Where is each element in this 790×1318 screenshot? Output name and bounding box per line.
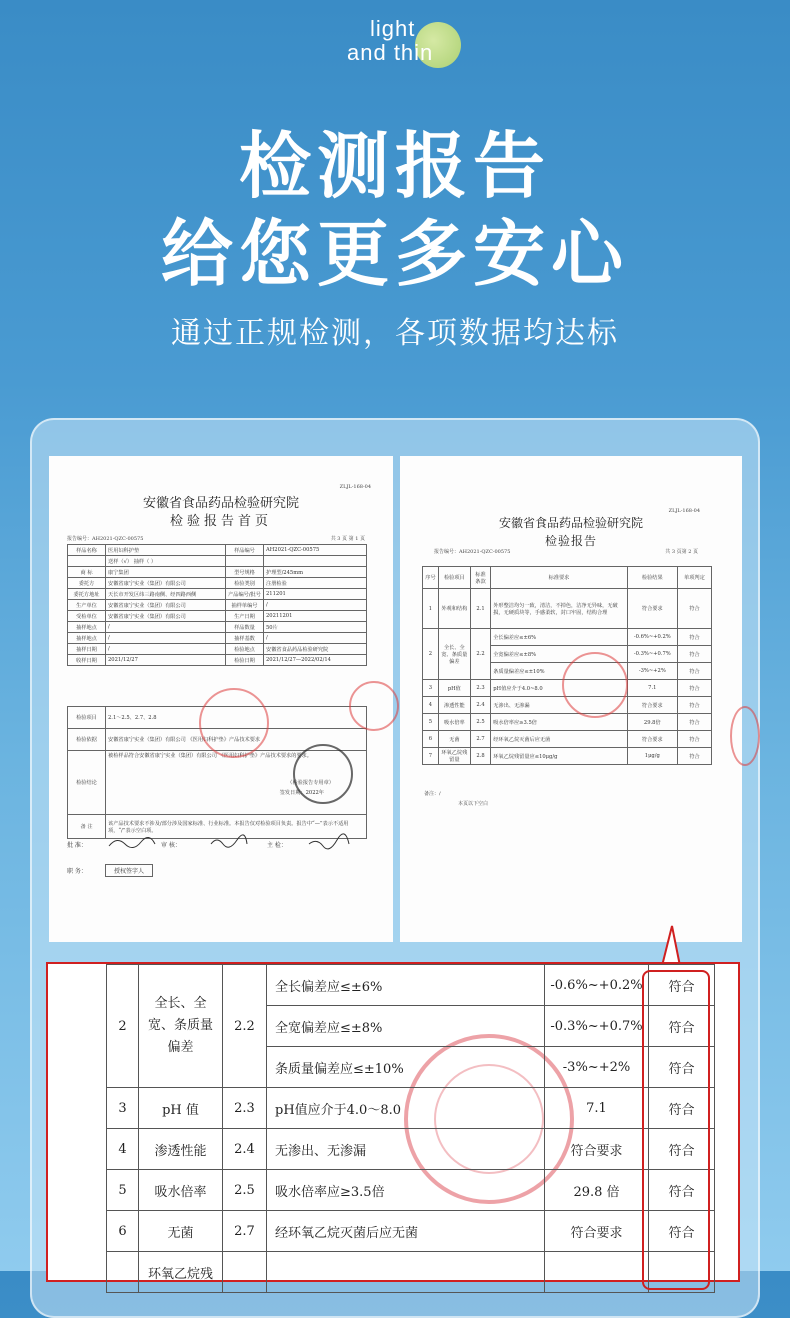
main-label: 主 检： (267, 842, 287, 849)
judgement: 符合 (649, 1047, 715, 1088)
clause: 2.3 (470, 680, 490, 697)
row-number: 4 (423, 697, 439, 714)
table-row (423, 629, 712, 646)
table-row (107, 1170, 715, 1211)
requirement: 条质量偏差应≤±10% (491, 663, 628, 680)
field-label: 抽样地点 (68, 633, 106, 644)
field-label: 样品编号 (226, 545, 264, 556)
test-item: pH值 (438, 680, 470, 697)
doc-title: 安徽省食品药品检验研究院 (142, 496, 299, 511)
result: 符合要求 (545, 1129, 649, 1170)
duty-value: 授权签字人 (105, 864, 153, 877)
requirement: 无渗出、无渗漏 (267, 1129, 545, 1170)
brand-logo (345, 10, 475, 70)
field-value: 2021/12/27 (106, 655, 226, 666)
judgement: 符合 (649, 1129, 715, 1170)
judgement: 符合 (677, 663, 711, 680)
clause: 2.7 (470, 731, 490, 748)
requirement: 全长偏差应≤±6% (491, 629, 628, 646)
callout-pointer-icon (660, 922, 682, 966)
result: -0.3%~+0.7% (545, 1006, 649, 1047)
requirement: 全长偏差应≤±6% (267, 965, 545, 1006)
field-value: 安徽省康宁实业（集团）有限公司 (106, 611, 226, 622)
result: -0.6%~+0.2% (545, 965, 649, 1006)
field-label: 抽样日期 (68, 644, 106, 655)
field-label: 样品数量 (226, 622, 264, 633)
requirement: 全宽偏差应≤±8% (491, 646, 628, 663)
table-row (68, 633, 367, 644)
note-label: 备 注 (68, 815, 106, 839)
page-number: 共 3 页第 2 页 (665, 549, 698, 555)
judgement: 符合 (649, 1170, 715, 1211)
column-header: 标准条款 (470, 567, 490, 589)
table-row (68, 589, 367, 600)
judgement: 符合 (677, 748, 711, 765)
conclusion-value: 被检样品符合安徽省康宁实业（集团）有限公司 《医用妇科护垫》产品技术要求的要求。 (108, 753, 312, 759)
requirement: pH值应介于4.0～8.0 (267, 1088, 545, 1129)
table-row (423, 731, 712, 748)
report-number: 报告编号：AH2021-QZC-00575 (67, 536, 144, 542)
judgement: 符合 (649, 965, 715, 1006)
zoomed-results (46, 962, 740, 1282)
result: 符合要求 (627, 697, 677, 714)
approve-signature-icon (107, 834, 157, 850)
clause: 2.4 (470, 697, 490, 714)
clause: 2.8 (470, 748, 490, 765)
table-row (68, 600, 367, 611)
table-row (68, 545, 367, 556)
judgement: 符合 (677, 589, 711, 629)
table-row (68, 655, 367, 666)
result: 1μg/g (627, 748, 677, 765)
red-seal-icon (199, 688, 269, 758)
field-value: 安徽省康宁实业（集团）有限公司 (106, 578, 226, 589)
requirement: 经环氧乙烷灭菌后应无菌 (267, 1211, 545, 1252)
judgement: 符合 (677, 629, 711, 646)
field-label: 型号规格 (226, 567, 264, 578)
clause: 2.5 (223, 1170, 267, 1211)
doc-subtitle: 检验报告首页 (169, 514, 272, 529)
doc-title: 安徽省食品药品检验研究院 (498, 516, 643, 530)
field-label: 抽样基数 (226, 633, 264, 644)
field-label: 委托方地址 (68, 589, 106, 600)
sign-date: 签发日期：2022年 (279, 790, 324, 796)
row-number: 5 (423, 714, 439, 731)
report-cover-page (49, 456, 393, 942)
field-label: 收样日期 (68, 655, 106, 666)
row-number: 4 (107, 1129, 139, 1170)
table-row (107, 1252, 715, 1293)
note-value: 该产品技术要求不涉及/部分涉及国家标准、行业标准。本报告仅对检验项目负责。报告中“—”表示不适用项，“/”表示空白项。 (106, 815, 367, 839)
table-row (68, 567, 367, 578)
row-number: 2 (423, 629, 439, 680)
field-label: 商 标 (68, 567, 106, 578)
basis-value: 安徽省康宁实业（集团）有限公司 《医用妇科护垫》产品技术要求 (106, 729, 367, 751)
table-row (423, 589, 712, 629)
field-label: 抽样地点 (68, 622, 106, 633)
field-label (226, 556, 264, 567)
clause: 2.2 (470, 629, 490, 680)
column-header: 检验项目 (438, 567, 470, 589)
field-value: 2021/12/27—2022/02/14 (264, 655, 367, 666)
column-header: 序号 (423, 567, 439, 589)
test-item: 全长、全宽、条质量偏差 (139, 965, 223, 1088)
column-header: 标准要求 (491, 567, 628, 589)
edge-seal-icon (730, 706, 760, 766)
field-label: 产品编号/批号 (226, 589, 264, 600)
review-label: 审 核： (161, 842, 181, 849)
clause: 2.5 (470, 714, 490, 731)
conclusion-label: 检验结论 (68, 751, 106, 815)
table-row (107, 965, 715, 1006)
row-number: 6 (107, 1211, 139, 1252)
result: -0.3%~+0.7% (627, 646, 677, 663)
headline-line1: 检测报告 (238, 124, 551, 208)
test-item: 环氧乙烷残留量 (438, 748, 470, 765)
test-item: 环氧乙烷残 (139, 1252, 223, 1293)
table-row (423, 748, 712, 765)
test-item: 外观和结构 (438, 589, 470, 629)
field-value: / (264, 633, 367, 644)
review-signature-icon (209, 834, 249, 850)
test-item: 无菌 (139, 1211, 223, 1252)
field-value: 康宁集团 (106, 567, 226, 578)
judgement: 符合 (677, 680, 711, 697)
result: 符合要求 (627, 731, 677, 748)
clause: 2.4 (223, 1129, 267, 1170)
row-number: 5 (107, 1170, 139, 1211)
judgement: 符合 (677, 646, 711, 663)
footer-note: 备注：/ (424, 791, 441, 797)
requirement: 经环氧乙烷灭菌后应无菌 (491, 731, 628, 748)
clause: 2.7 (223, 1211, 267, 1252)
field-value: 注册检验 (264, 578, 367, 589)
table-row (107, 1129, 715, 1170)
field-value: 20211201 (264, 611, 367, 622)
result (545, 1252, 649, 1293)
table-row (107, 1211, 715, 1252)
field-value: 50片 (264, 622, 367, 633)
seal-note: （检验报告专用章） (287, 780, 334, 786)
table-row (68, 622, 367, 633)
requirement: 条质量偏差应≤±10% (267, 1047, 545, 1088)
footer-blank: 本页以下空白 (458, 801, 489, 807)
field-label: 受检单位 (68, 611, 106, 622)
field-label: 生产单位 (68, 600, 106, 611)
column-header: 单项判定 (677, 567, 711, 589)
field-label: 检验类别 (226, 578, 264, 589)
item-label: 检验项目 (68, 707, 106, 729)
field-value: 安徽省康宁实业（集团）有限公司 (106, 600, 226, 611)
row-number: 3 (423, 680, 439, 697)
inspection-seal-icon (293, 744, 353, 804)
report-number: 报告编号：AH2021-QZC-00575 (434, 549, 511, 555)
field-label (68, 556, 106, 567)
row-number: 2 (107, 965, 139, 1088)
field-label: 检验日期 (226, 655, 264, 666)
field-label: 检验地点 (226, 644, 264, 655)
test-item: pH 值 (139, 1088, 223, 1129)
clause: 2.2 (223, 965, 267, 1088)
doc-subtitle: 检验报告 (544, 534, 597, 548)
result: 29.8 倍 (545, 1170, 649, 1211)
red-seal-icon (562, 652, 628, 718)
field-label: 生产日期 (226, 611, 264, 622)
edge-seal-icon (349, 681, 399, 731)
row-number (107, 1252, 139, 1293)
row-number: 3 (107, 1088, 139, 1129)
row-number: 1 (423, 589, 439, 629)
duty-label: 职 务： (67, 868, 87, 875)
judgement: 符合 (677, 714, 711, 731)
item-value: 2.1～2.5、2.7、2.8 (106, 707, 367, 729)
table-row (423, 714, 712, 731)
field-label: 委托方 (68, 578, 106, 589)
subhead: 通过正规检测，各项数据均达标 (171, 316, 619, 351)
row-number: 6 (423, 731, 439, 748)
test-item: 渗透性能 (139, 1129, 223, 1170)
report-results-page (400, 456, 742, 942)
page-number: 共 3 页 第 1 页 (330, 536, 365, 542)
requirement: pH值应介于4.0~8.0 (491, 680, 628, 697)
field-value: 医用妇科护垫 (106, 545, 226, 556)
judgement: 符合 (677, 697, 711, 714)
judgement-highlight (642, 970, 710, 1290)
doc-code: ZLJL-168-04 (668, 508, 700, 514)
clause (223, 1252, 267, 1293)
table-row (107, 1088, 715, 1129)
field-value: 安徽省食品药品检验研究院 (264, 644, 367, 655)
result: -3%~+2% (627, 663, 677, 680)
result: -3%~+2% (545, 1047, 649, 1088)
table-row (68, 644, 367, 655)
field-value: 护理型/245mm (264, 567, 367, 578)
table-row (68, 578, 367, 589)
result: 符合要求 (627, 589, 677, 629)
field-value (264, 556, 367, 567)
table-row (68, 556, 367, 567)
field-value: AH2021-QZC-00575 (264, 545, 367, 556)
test-item: 无菌 (438, 731, 470, 748)
field-value: / (106, 622, 226, 633)
result: 符合要求 (545, 1211, 649, 1252)
cover-info-table (67, 544, 367, 666)
result: 7.1 (627, 680, 677, 697)
field-value: / (264, 600, 367, 611)
field-value: 天长市开发区纬三路南侧、经四路西侧 (106, 589, 226, 600)
requirement: 无渗出、无渗漏 (491, 697, 628, 714)
field-value: / (106, 633, 226, 644)
brand-line1: light (370, 16, 416, 41)
approve-label: 批 准： (67, 842, 87, 849)
clause: 2.3 (223, 1088, 267, 1129)
column-header: 检验结果 (627, 567, 677, 589)
main-signature-icon (307, 834, 351, 850)
judgement: 符合 (649, 1211, 715, 1252)
result: 7.1 (545, 1088, 649, 1129)
requirement: 吸水倍率应≥3.5倍 (267, 1170, 545, 1211)
table-row (68, 611, 367, 622)
field-value: 送样（√） 抽样（ ） (106, 556, 226, 567)
judgement: 符合 (649, 1006, 715, 1047)
field-value: / (106, 644, 226, 655)
clause: 2.1 (470, 589, 490, 629)
test-item: 渗透性能 (438, 697, 470, 714)
zoomed-results-table (106, 964, 715, 1293)
field-value: 211201 (264, 589, 367, 600)
test-item: 吸水倍率 (139, 1170, 223, 1211)
requirement: 吸水倍率应≥3.5倍 (491, 714, 628, 731)
headline-line2: 给您更多安心 (160, 212, 629, 296)
test-item: 全长、全宽、条质量偏差 (438, 629, 470, 680)
field-label: 样品名称 (68, 545, 106, 556)
result: -0.6%~+0.2% (627, 629, 677, 646)
requirement: 全宽偏差应≤±8% (267, 1006, 545, 1047)
requirement (267, 1252, 545, 1293)
row-number: 7 (423, 748, 439, 765)
requirement: 外形整洁均匀一致，清洁，不掉色，洁净无异味，无破损，无硬质块等，手感柔软，封口牢固，结构合理 (491, 589, 628, 629)
brand-line2: and thin (347, 40, 434, 65)
doc-code: ZLJL-168-04 (339, 484, 371, 490)
test-item: 吸水倍率 (438, 714, 470, 731)
judgement: 符合 (677, 731, 711, 748)
judgement: 符合 (649, 1088, 715, 1129)
table-header-row (423, 567, 712, 589)
requirement: 环氧乙烷残留量应≤10μg/g (491, 748, 628, 765)
result: 29.8倍 (627, 714, 677, 731)
basis-label: 检验依据 (68, 729, 106, 751)
field-label: 抽样单编号 (226, 600, 264, 611)
